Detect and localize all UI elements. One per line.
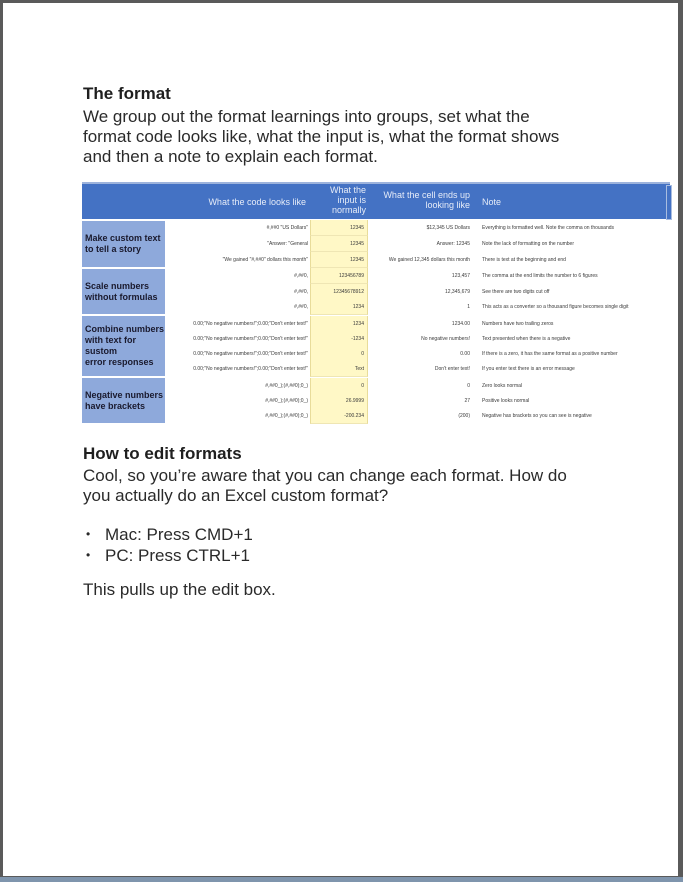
table-row: #,##0, 123456789 123,457 The comma at the end limits the number to 6 figures (82, 268, 670, 284)
section-heading-how-to-edit: How to edit formats (83, 444, 242, 463)
window-bottom-edge (0, 877, 683, 882)
table-header-row (82, 182, 670, 219)
list-item-mac: • Mac: Press CMD+1 (86, 525, 253, 544)
col-header-input: What the input is normally (329, 185, 366, 215)
table-row: #,##0 "US Dollars" 12345 $12,345 US Dollars Everything is formatted well. Note the comma on thousands (82, 220, 670, 236)
bullet-icon: • (86, 527, 91, 541)
col-header-note: Note (482, 197, 502, 207)
closing-text: This pulls up the edit box. (83, 580, 276, 599)
table-row: 0.00;"No negative numbers!";0.00;"Don't enter text!" -1234 No negative numbers! Text presented when there is a negative (82, 331, 670, 347)
group-label-negative-brackets: Negative numbers have brackets (82, 378, 165, 423)
shortcut-list (83, 524, 253, 566)
section2-line-1: Cool, so you’re aware that you can change each format. How do (83, 466, 567, 485)
col-header-result: What the cell ends up looking like (383, 190, 470, 210)
section-intro-line-1: We group out the format learnings into groups, set what the (83, 107, 530, 126)
bullet-icon: • (86, 548, 91, 562)
table-row: "Answer: "General 12345 Answer: 12345 Note the lack of formatting on the number (82, 236, 670, 252)
table-row: 0.00;"No negative numbers!";0.00;"Don't enter text!" 0 0.00 If there is a zero, it has the same format as a positive number (82, 346, 670, 362)
group-label-combine-numbers: Combine numbers with text for sustom error responses (82, 316, 165, 376)
table-row: #,##0_);(#,##0);0_) -200.234 (200) Negative has brackets so you can see is negative (82, 408, 670, 424)
table-row: #,##0, 12345678912 12,345,679 See there are two digits cut off (82, 284, 670, 300)
group-label-custom-text: Make custom text to tell a story (82, 221, 165, 267)
table-row: #,##0, 1234 1 This acts as a converter so a thousand figure becomes single digit (82, 299, 670, 315)
format-examples-table (82, 182, 675, 424)
section2-line-2: you actually do an Excel custom format? (83, 486, 389, 505)
list-item-pc: • PC: Press CTRL+1 (86, 546, 251, 565)
section-heading-the-format: The format (83, 84, 171, 103)
section-intro-line-3: and then a note to explain each format. (83, 147, 378, 166)
table-row: 0.00;"No negative numbers!";0.00;"Don't enter text!" Text Don't enter text! If you enter text there is an error message (82, 361, 670, 377)
col-header-code: What the code looks like (208, 197, 306, 207)
table-row: "We gained "#,##0" dollars this month" 12345 We gained 12,345 dollars this month There is text at the beginning and end (82, 252, 670, 268)
table-row: #,##0_);(#,##0);0_) 26.9999 27 Positive looks normal (82, 393, 670, 409)
table-row: 0.00;"No negative numbers!";0.00;"Don't enter text!" 1234 1234.00 Numbers have two trailing zeros (82, 316, 670, 332)
header-scroll-edge (666, 185, 672, 220)
group-label-scale-numbers: Scale numbers without formulas (82, 269, 165, 314)
table-row: #,##0_);(#,##0);0_) 0 0 Zero looks normal (82, 378, 670, 394)
section-intro-line-2: format code looks like, what the input is, what the format shows (83, 127, 560, 146)
